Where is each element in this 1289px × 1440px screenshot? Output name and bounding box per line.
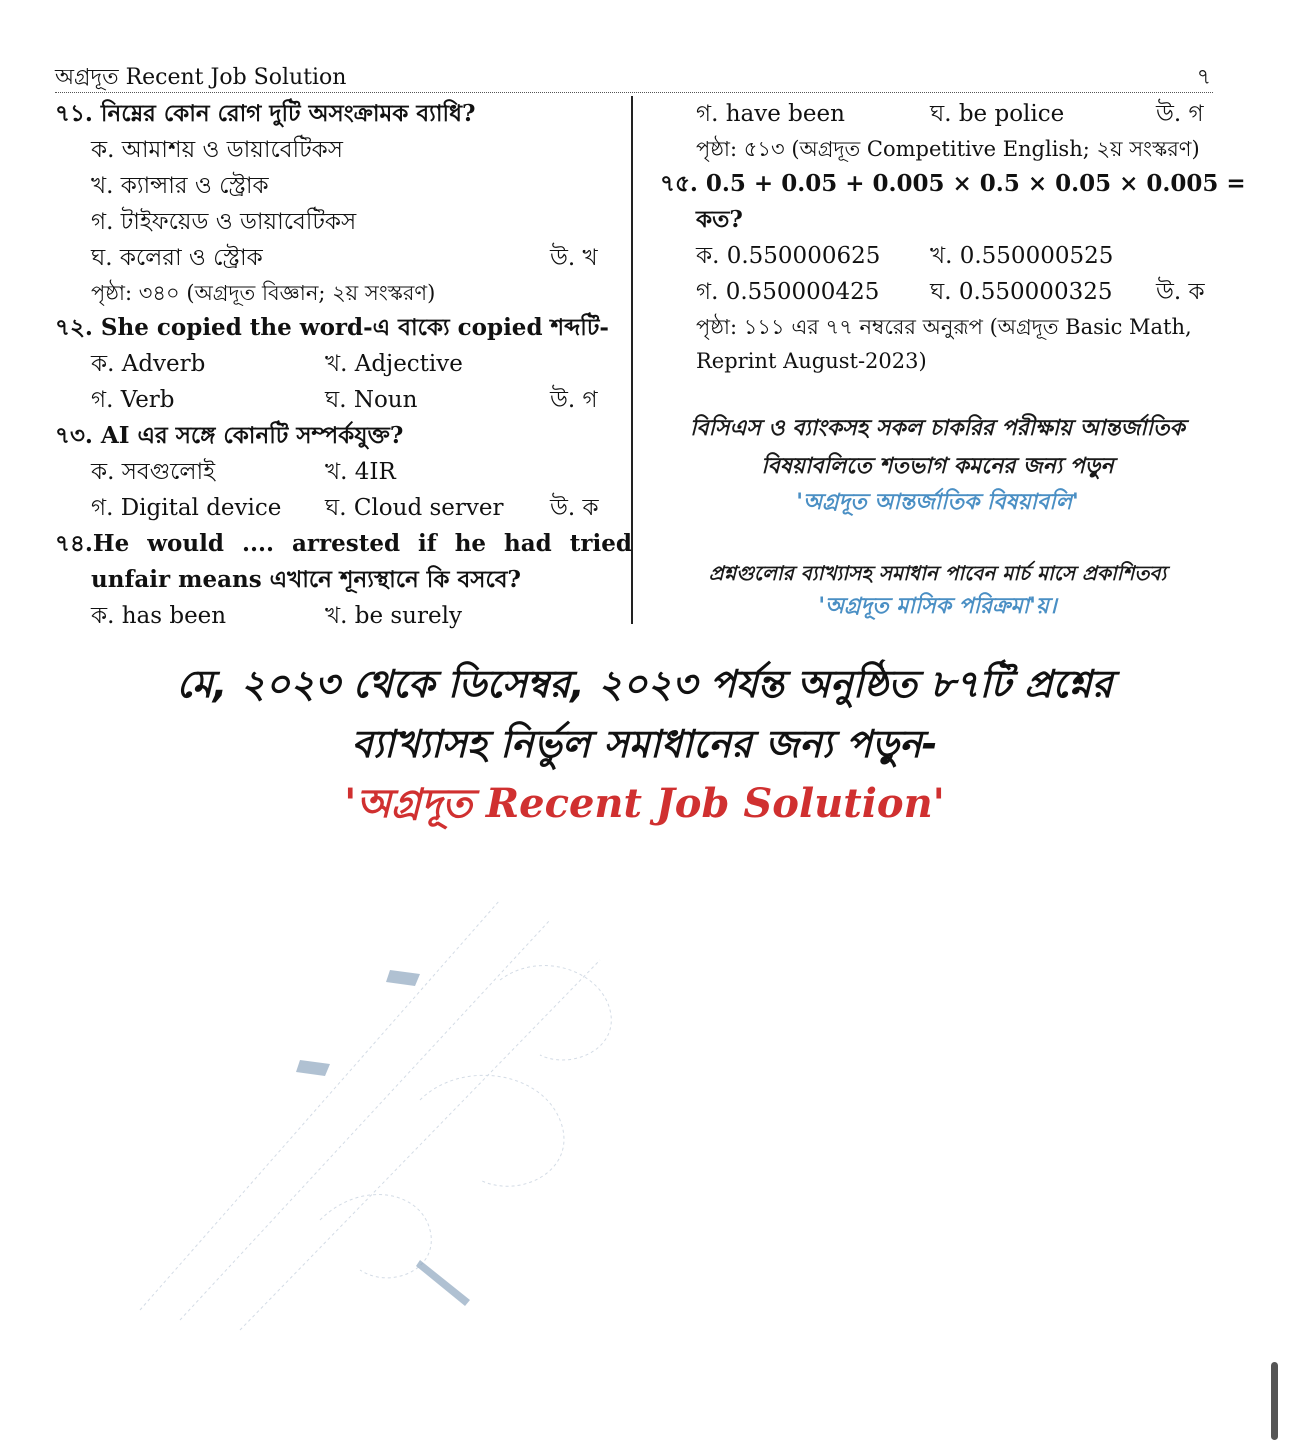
scrollbar[interactable] — [1271, 1362, 1278, 1440]
option-b: খ. 0.550000525 — [930, 243, 1114, 269]
promo-line: বিসিএস ও ব্যাংকসহ সকল চাকরির পরীক্ষায় আন্তর্জাতিক — [690, 416, 1185, 441]
option-a: ক. has been — [91, 603, 227, 629]
question-text: ৭১. নিম্নের কোন রোগ দুটি অসংক্রামক ব্যাধি? — [55, 100, 476, 127]
option-a: ক. 0.550000625 — [696, 243, 881, 269]
banner-book-title: 'অগ্রদূত Recent Job Solution' — [344, 780, 945, 827]
option-b: খ. be surely — [325, 603, 462, 629]
option-d: ঘ. Cloud server — [325, 495, 504, 521]
answer: উ. খ — [550, 245, 598, 271]
option-c: গ. Verb — [91, 387, 175, 413]
answer: উ. ক — [1156, 279, 1205, 305]
option-a: ক. সবগুলোই — [91, 459, 216, 485]
promo-monthly — [660, 556, 1215, 624]
option-d: ঘ. 0.550000325 — [930, 279, 1113, 305]
option-a: ক. আমাশয় ও ডায়াবেটিকস — [91, 137, 343, 163]
option-d: ঘ. কলেরা ও স্ট্রোক — [91, 245, 263, 271]
option-b: খ. ক্যান্সার ও স্ট্রোক — [91, 173, 269, 199]
header-title: অগ্রদূত Recent Job Solution — [55, 65, 347, 90]
watermark-logo-icon — [120, 860, 720, 1340]
option-b: খ. 4IR — [325, 459, 396, 485]
promo-book-title: 'অগ্রদূত মাসিক পরিক্রমা'য়। — [818, 594, 1057, 619]
option-d: ঘ. Noun — [325, 387, 418, 413]
question-74 — [55, 526, 632, 634]
reference-line1: পৃষ্ঠা: ১১১ এর ৭৭ নম্বরের অনুরূপ (অগ্রদূত Basic Math, — [696, 315, 1192, 339]
option-c: গ. have been — [696, 101, 845, 127]
option-a: ক. Adverb — [91, 351, 206, 377]
left-column — [55, 96, 632, 634]
question-text-line1: ৭৫. 0.5 + 0.05 + 0.005 × 0.5 × 0.05 × 0.005 = — [660, 170, 1246, 197]
page-header — [55, 58, 1213, 93]
right-column — [660, 96, 1246, 378]
promo-line: বিষয়াবলিতে শতভাগ কমনের জন্য পড়ুন — [761, 454, 1114, 479]
option-b: খ. Adjective — [325, 351, 463, 377]
answer: উ. ক — [550, 495, 599, 521]
option-d: ঘ. be police — [930, 101, 1065, 127]
option-c: গ. টাইফয়েড ও ডায়াবেটিকস — [91, 209, 357, 235]
reference: পৃষ্ঠা: ৫১৩ (অগ্রদূত Competitive English; ২য় সংস্করণ) — [696, 137, 1200, 161]
promo-book-title: 'অগ্রদূত আন্তর্জাতিক বিষয়াবলি' — [796, 490, 1079, 515]
promo-line: প্রশ্নগুলোর ব্যাখ্যাসহ সমাধান পাবেন মার্চ মাসে প্রকাশিতব্য — [708, 561, 1167, 585]
question-74-continued — [660, 96, 1215, 166]
question-text: ৭৩. AI এর সঙ্গে কোনটি সম্পর্কযুক্ত? — [55, 422, 404, 449]
question-72 — [55, 310, 610, 418]
question-text-line1: ৭৪.He would .... arrested if he had tried — [55, 530, 632, 557]
answer: উ. গ — [1156, 101, 1204, 127]
question-73 — [55, 418, 610, 526]
promo-international-affairs — [660, 410, 1215, 520]
question-text: ৭২. She copied the word-এ বাক্যে copied শব্দটি- — [55, 314, 609, 341]
page-number: ৭ — [1196, 65, 1211, 90]
question-71 — [55, 96, 610, 310]
question-text-line2: unfair means এখানে শূন্যস্থানে কি বসবে? — [91, 566, 521, 593]
answer: উ. গ — [550, 387, 598, 413]
reference: পৃষ্ঠা: ৩৪০ (অগ্রদূত বিজ্ঞান; ২য় সংস্করণ) — [91, 281, 436, 305]
reference-line2: Reprint August-2023) — [696, 349, 927, 373]
banner-line: ব্যাখ্যাসহ নির্ভুল সমাধানের জন্য পড়ুন- — [351, 722, 938, 766]
question-75 — [660, 166, 1246, 378]
question-text-line2: কত? — [696, 206, 743, 233]
bottom-banner — [0, 654, 1289, 834]
option-c: গ. 0.550000425 — [696, 279, 880, 305]
banner-line: মে, ২০২৩ থেকে ডিসেম্বর, ২০২৩ পর্যন্ত অনুষ্ঠিত ৮৭টি প্রশ্নের — [176, 662, 1113, 706]
option-c: গ. Digital device — [91, 495, 282, 521]
